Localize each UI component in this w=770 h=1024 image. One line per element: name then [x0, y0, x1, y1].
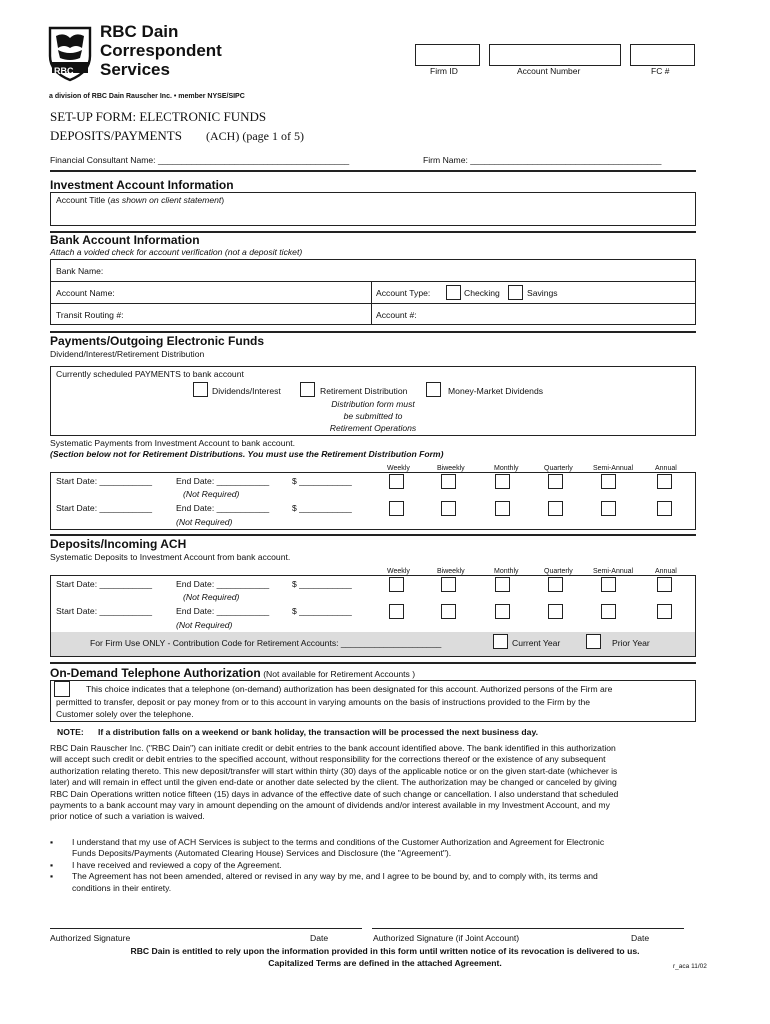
- joint-signature-line[interactable]: [372, 928, 684, 929]
- amount-label[interactable]: $ ___________: [292, 503, 352, 513]
- fc-number-field[interactable]: [630, 44, 695, 66]
- retirement-note-3: Retirement Operations: [329, 423, 417, 433]
- firm-id-label: Firm ID: [430, 66, 458, 76]
- form-title-suffix: (ACH) (page 1 of 5): [206, 129, 304, 143]
- logo-line-1: RBC Dain: [100, 22, 179, 41]
- prior-year-checkbox[interactable]: [586, 634, 601, 649]
- amount-label[interactable]: $ ___________: [292, 579, 352, 589]
- footer-line-2: Capitalized Terms are defined in the attached Agreement.: [268, 958, 502, 968]
- footer-line-1: RBC Dain is entitled to rely upon the information provided in this form until written notice of its revocation is delivered to us.: [130, 946, 640, 956]
- divider: [50, 331, 696, 333]
- end-date-label[interactable]: End Date: ___________: [176, 476, 270, 486]
- account-title-label: Account Title (as shown on client statement): [56, 195, 225, 205]
- not-required-label: (Not Required): [183, 592, 240, 602]
- dividends-interest-label: Dividends/Interest: [212, 386, 281, 396]
- monthly-checkbox[interactable]: [495, 604, 510, 619]
- freq-header: Weekly: [387, 568, 410, 575]
- ondemand-text-2: permitted to transfer, deposit or pay money from or to this account in varying amounts on the basis of instructions provided to the Firm by the: [56, 697, 591, 707]
- fc-label: FC #: [651, 66, 670, 76]
- freq-header: Quarterly: [544, 465, 573, 472]
- authorized-signature-label: Authorized Signature: [50, 933, 131, 943]
- bank-name-label[interactable]: Bank Name:: [56, 266, 104, 276]
- list-item: ▪ The Agreement has not been amended, altered or revised in any way by me, and I agree to be bound by, and to comply with, its terms and: [50, 871, 598, 882]
- table-rule: [50, 281, 696, 282]
- table-rule: [50, 303, 696, 304]
- investment-heading: Investment Account Information: [50, 178, 234, 192]
- list-item: ▪ I understand that my use of ACH Services is subject to the terms and conditions of the Customer Authorization and Agreement for Electronic: [50, 837, 605, 847]
- current-year-label: Current Year: [512, 638, 561, 648]
- account-number-field[interactable]: [489, 44, 621, 66]
- quarterly-checkbox[interactable]: [548, 474, 563, 489]
- amount-label[interactable]: $ ___________: [292, 606, 352, 616]
- bank-note: Attach a voided check for account verification (not a deposit ticket): [50, 247, 303, 257]
- rbc-logo: [46, 22, 276, 86]
- freq-header: Semi-Annual: [593, 465, 634, 472]
- terms-list: [50, 837, 700, 894]
- quarterly-checkbox[interactable]: [548, 604, 563, 619]
- current-year-checkbox[interactable]: [493, 634, 508, 649]
- monthly-checkbox[interactable]: [495, 577, 510, 592]
- date-label: Date: [631, 933, 650, 943]
- start-date-label[interactable]: Start Date: ___________: [56, 606, 153, 616]
- form-code: r_aca 11/02: [673, 963, 707, 970]
- checking-checkbox[interactable]: [446, 285, 461, 300]
- account-number-label: Account Number: [517, 66, 581, 76]
- money-market-checkbox[interactable]: [426, 382, 441, 397]
- deposits-heading: Deposits/Incoming ACH: [50, 537, 187, 551]
- freq-header: Monthly: [494, 568, 519, 575]
- signature-line[interactable]: [50, 928, 362, 929]
- weekly-checkbox[interactable]: [389, 501, 404, 516]
- semi-annual-checkbox[interactable]: [601, 474, 616, 489]
- freq-header: Biweekly: [437, 465, 465, 472]
- divider: [50, 534, 696, 536]
- account-name-label[interactable]: Account Name:: [56, 288, 115, 298]
- bank-heading: Bank Account Information: [50, 233, 200, 247]
- quarterly-checkbox[interactable]: [548, 501, 563, 516]
- dividends-interest-checkbox[interactable]: [193, 382, 208, 397]
- deposits-subheading: Systematic Deposits to Investment Account from bank account.: [50, 552, 291, 562]
- account-type-label: Account Type:: [376, 288, 431, 298]
- not-required-label: (Not Required): [176, 620, 233, 630]
- end-date-label[interactable]: End Date: ___________: [176, 579, 270, 589]
- logo-line-2: Correspondent: [100, 41, 222, 60]
- divider: [50, 662, 696, 664]
- semi-annual-checkbox[interactable]: [601, 604, 616, 619]
- firm-name-label[interactable]: Firm Name: ________________________________________: [423, 155, 662, 165]
- list-item: Funds Deposits/Payments (Automated Clearing House) Services and Disclosure (the "Agreement").: [72, 848, 452, 859]
- weekly-checkbox[interactable]: [389, 577, 404, 592]
- list-item: ▪ I have received and reviewed a copy of the Agreement.: [50, 859, 282, 870]
- logo-mark: RBC: [54, 66, 74, 76]
- joint-signature-label: Authorized Signature (if Joint Account): [373, 933, 520, 943]
- checking-label: Checking: [464, 288, 500, 298]
- list-item: conditions in their entirety.: [72, 882, 172, 893]
- logo-line-3: Services: [100, 60, 170, 79]
- biweekly-checkbox[interactable]: [441, 604, 456, 619]
- financial-consultant-label[interactable]: Financial Consultant Name: ________________________________________: [50, 155, 350, 165]
- bank-account-number-label[interactable]: Account #:: [376, 310, 417, 320]
- retirement-distribution-label: Retirement Distribution: [320, 386, 408, 396]
- savings-label: Savings: [527, 288, 558, 298]
- retirement-note-2: be submitted to: [343, 411, 403, 421]
- annual-checkbox[interactable]: [657, 501, 672, 516]
- freq-header: Monthly: [494, 465, 519, 472]
- freq-header: Biweekly: [437, 568, 465, 575]
- authorization-paragraph: RBC Dain Rauscher Inc. ("RBC Dain") can initiate credit or debit entries to the bank account identified above. The bank identified in this authorization will accept such credit or debit entries to the specified account, without responsibility for the corrections thereof or the existence of any subsequent authorization relating thereto. This new deposit/transfer will start within thirty (30) days of the applicable notice or on the given start-date (whichever is later) and will remain in effect until the given end-date or another date selected by the client. The authorization may be changed or canceled by giving RBC Dain Operations written notice fifteen (15) days in advance of the effective date of such change or cancellation. I also understand that scheduled payments to a bank account may vary in amount depending on the amount of dividends and/or interest available in my Investment Account, and my prior notice of such a variation is waived.: [50, 743, 619, 822]
- retirement-note-1: Distribution form must: [331, 399, 415, 409]
- form-title-line1: SET-UP FORM: ELECTRONIC FUNDS: [50, 109, 267, 124]
- weekly-checkbox[interactable]: [389, 474, 404, 489]
- monthly-checkbox[interactable]: [495, 501, 510, 516]
- biweekly-checkbox[interactable]: [441, 501, 456, 516]
- monthly-checkbox[interactable]: [495, 474, 510, 489]
- payments-subheading: Dividend/Interest/Retirement Distribution: [50, 349, 205, 359]
- bank-info-table: [50, 259, 696, 325]
- biweekly-checkbox[interactable]: [441, 577, 456, 592]
- table-rule: [371, 281, 372, 325]
- ondemand-text-1: This choice indicates that a telephone (on-demand) authorization has been designated for this account. Authorized persons of the Firm are: [86, 684, 613, 694]
- annual-checkbox[interactable]: [657, 577, 672, 592]
- transit-routing-label[interactable]: Transit Routing #:: [56, 310, 124, 320]
- freq-header: Weekly: [387, 465, 410, 472]
- form-title-line2: DEPOSITS/PAYMENTS: [50, 128, 182, 143]
- biweekly-checkbox[interactable]: [441, 474, 456, 489]
- freq-header: Annual: [655, 568, 677, 575]
- freq-header: Quarterly: [544, 568, 573, 575]
- systematic-payments-label: Systematic Payments from Investment Account to bank account.: [50, 438, 296, 448]
- weekly-checkbox[interactable]: [389, 604, 404, 619]
- end-date-label[interactable]: End Date: ___________: [176, 503, 270, 513]
- divider: [50, 170, 696, 172]
- start-date-label[interactable]: Start Date: ___________: [56, 579, 153, 589]
- ondemand-heading: On-Demand Telephone Authorization (Not available for Retirement Accounts ): [50, 666, 416, 680]
- payments-heading: Payments/Outgoing Electronic Funds: [50, 334, 265, 348]
- money-market-label: Money-Market Dividends: [448, 386, 544, 396]
- note-text: If a distribution falls on a weekend or bank holiday, the transaction will be processed the next business day.: [98, 727, 538, 737]
- date-label: Date: [310, 933, 329, 943]
- start-date-label[interactable]: Start Date: ___________: [56, 476, 153, 486]
- freq-header: Semi-Annual: [593, 568, 634, 575]
- start-date-label[interactable]: Start Date: ___________: [56, 503, 153, 513]
- firm-use-label[interactable]: For Firm Use ONLY - Contribution Code for Retirement Accounts: _____________________: [90, 638, 442, 648]
- freq-header: Annual: [655, 465, 677, 472]
- not-required-label: (Not Required): [183, 489, 240, 499]
- annual-checkbox[interactable]: [657, 604, 672, 619]
- quarterly-checkbox[interactable]: [548, 577, 563, 592]
- ondemand-checkbox[interactable]: [54, 681, 70, 697]
- note-label: NOTE:: [57, 727, 84, 737]
- savings-checkbox[interactable]: [508, 285, 523, 300]
- not-required-label: (Not Required): [176, 517, 233, 527]
- prior-year-label: Prior Year: [612, 638, 650, 648]
- systematic-payments-note: (Section below not for Retirement Distributions. You must use the Retirement Distribution Form): [50, 449, 444, 459]
- amount-label[interactable]: $ ___________: [292, 476, 352, 486]
- division-text: a division of RBC Dain Rauscher Inc. • member NYSE/SIPC: [49, 93, 245, 100]
- semi-annual-checkbox[interactable]: [601, 577, 616, 592]
- scheduled-payments-label: Currently scheduled PAYMENTS to bank account: [56, 369, 244, 379]
- annual-checkbox[interactable]: [657, 474, 672, 489]
- end-date-label[interactable]: End Date: ___________: [176, 606, 270, 616]
- firm-id-field[interactable]: [415, 44, 480, 66]
- ondemand-text-3: Customer solely over the telephone.: [56, 709, 194, 719]
- semi-annual-checkbox[interactable]: [601, 501, 616, 516]
- retirement-distribution-checkbox[interactable]: [300, 382, 315, 397]
